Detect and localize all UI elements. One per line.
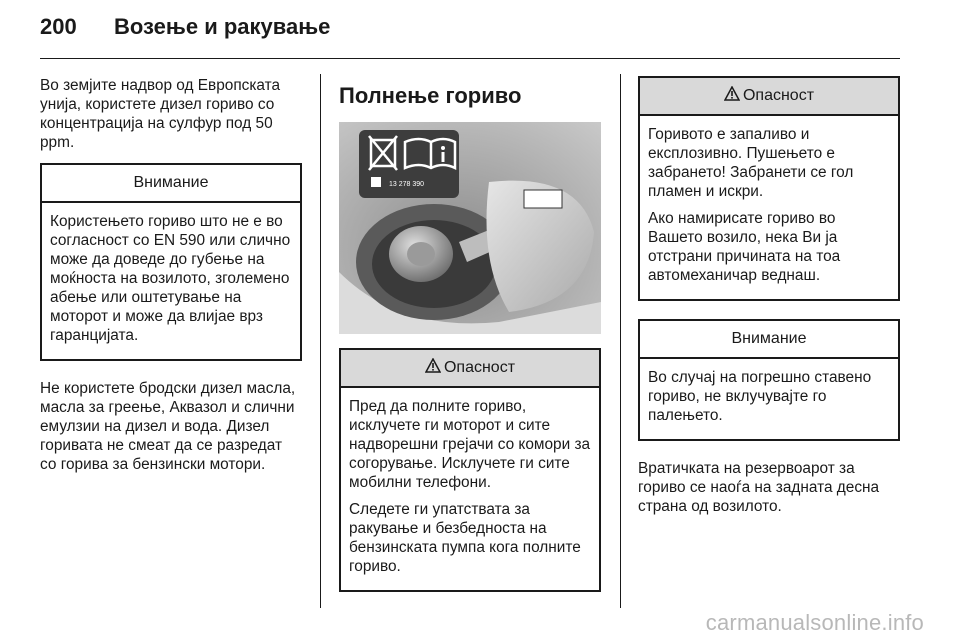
marine-diesel-paragraph: Не користете бродски дизел масла, масла за греење, Аквазол и слични емулзии на дизел и вода. Дизел горивата не смеат да се разредат со горива за бензински мотори. [40, 380, 296, 473]
photo-label: 13 278 390 [389, 181, 425, 188]
section-title: Возење и ракување [114, 14, 331, 39]
page-number: 200 [40, 14, 77, 39]
warning-triangle-icon [425, 358, 441, 373]
column-divider-left [320, 74, 321, 608]
notice-heading: Внимание [640, 321, 898, 359]
notice-text: Во случај на погрешно ставено гориво, не вклучувајте го палењето. [648, 369, 872, 424]
danger-box-flammable [638, 76, 900, 301]
warning-triangle-icon [724, 86, 740, 101]
left-column [40, 76, 302, 485]
danger-text-1: Горивото е запаливо и експлозивно. Пушењето е забрането! Забранети се гол пламен и искри. [648, 126, 854, 200]
notice-heading: Внимание [42, 165, 300, 203]
notice-box-wrong-fuel [638, 319, 900, 441]
watermark: carmanualsonline.info [705, 610, 924, 635]
info-icon [441, 146, 445, 162]
danger-heading: Опасност [341, 350, 599, 388]
header-rule [40, 58, 900, 59]
fuel-filler-photo [339, 122, 601, 334]
notice-box-fuel-standard [40, 163, 302, 361]
column-divider-right [620, 74, 621, 608]
page-header [40, 14, 330, 40]
danger-text-1: Пред да полните гориво, исклучете ги моторот и сите надворешни грејачи со комори за согорување. Исклучете ги сите мобилни телефони. [349, 398, 591, 491]
middle-column [339, 76, 601, 610]
flap-location-paragraph: Вратичката на резервоарот за гориво се наоѓа на задната десна страна од возилото. [638, 460, 880, 515]
danger-heading: Опасност [640, 78, 898, 116]
sulfur-paragraph: Во земјите надвор од Европската унија, користете дизел гориво со концентрација на сулфур под 50 ppm. [40, 77, 281, 151]
danger-box-refuelling [339, 348, 601, 592]
danger-text-2: Следете ги упатствата за ракување и безбедноста на бензинската пумпа кога полните гориво. [349, 501, 581, 575]
danger-text-2: Ако намирисате гориво во Вашето возило, нека Ви ја отстрани причината на тоа автомеханичар веднаш. [648, 210, 841, 284]
refuelling-title: Полнење гориво [339, 83, 522, 108]
right-column [638, 76, 900, 527]
notice-text: Користењето гориво што не е во согласност со EN 590 или слично може да доведе до губење на моќноста на возилото, зголемено абење или оштетување на моторот и може да влијае врз гаранцијата. [50, 213, 291, 344]
